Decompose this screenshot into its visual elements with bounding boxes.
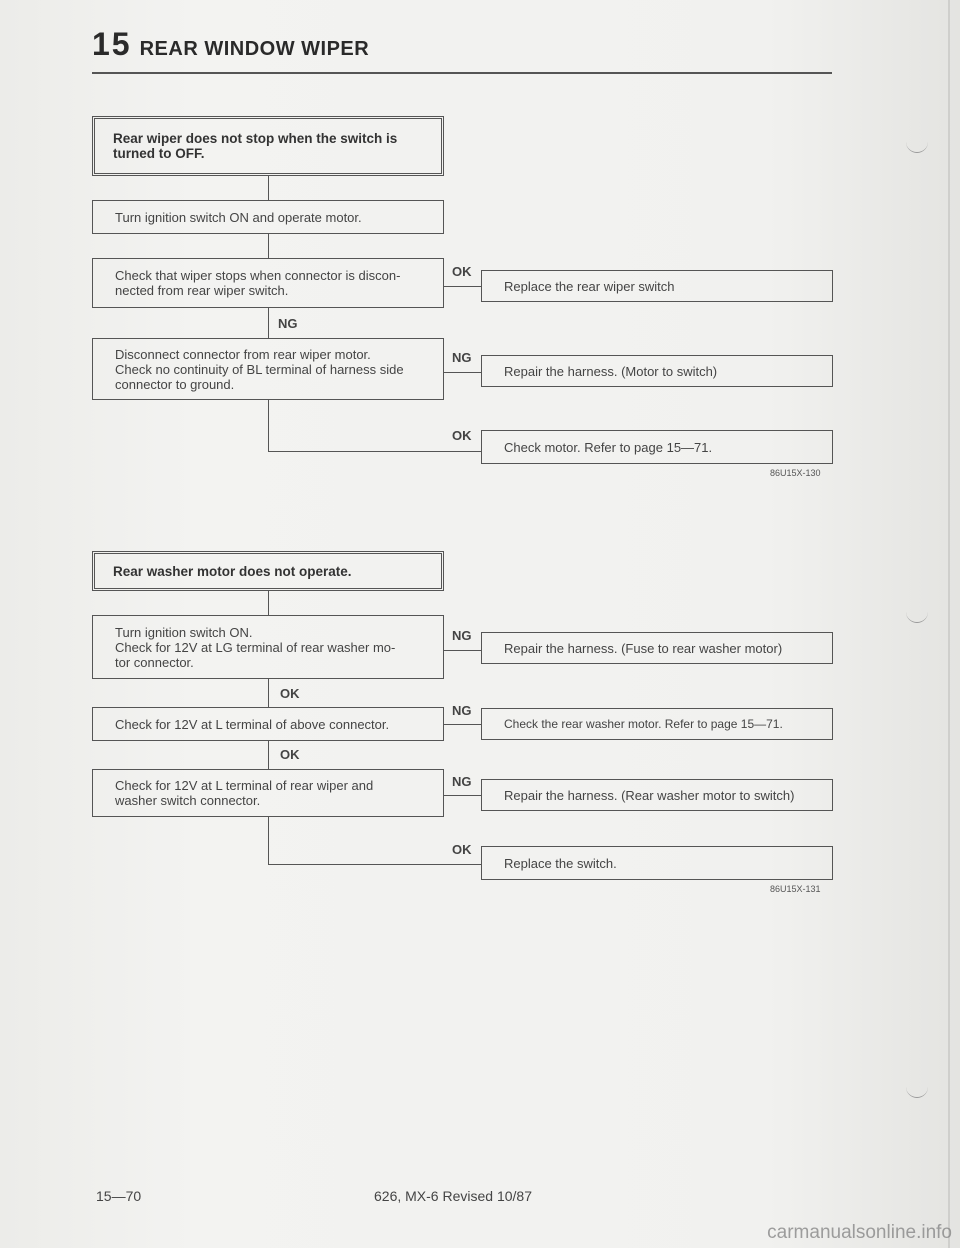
chart2-step2-box xyxy=(92,707,444,741)
chart2-step1-text: Turn ignition switch ON. Check for 12V at LG terminal of rear washer mo- tor connector. xyxy=(115,624,396,670)
connector xyxy=(268,864,481,865)
edition-note: 626, MX-6 Revised 10/87 xyxy=(374,1188,532,1204)
chart2-figure-id: 86U15X-131 xyxy=(770,884,821,894)
connector xyxy=(268,234,269,258)
watermark: carmanualsonline.info xyxy=(767,1222,952,1243)
chart1-figure-id: 86U15X-130 xyxy=(770,468,821,478)
connector xyxy=(444,372,481,373)
chart1-final-box xyxy=(481,430,833,464)
chart1-title-box xyxy=(92,116,444,176)
chart1-step2-text: Check that wiper stops when connector is discon- nected from rear wiper switch. xyxy=(115,268,401,298)
connector xyxy=(268,400,269,451)
chart2-step3-text: Check for 12V at L terminal of rear wiper and washer switch connector. xyxy=(115,778,374,808)
chart1-final-text: Check motor. Refer to page 15—71. xyxy=(504,439,713,455)
chart2-result1-box xyxy=(481,632,833,664)
connector xyxy=(444,724,481,725)
chart2-final-box xyxy=(481,846,833,880)
margin-mark xyxy=(906,1085,928,1098)
margin-mark xyxy=(906,140,928,153)
chart1-step2-box xyxy=(92,258,444,308)
chart2-step1-ng-label: NG xyxy=(452,628,472,643)
chart2-step2-text: Check for 12V at L terminal of above connector. xyxy=(115,716,390,732)
chart1-step3-ng-label: NG xyxy=(452,350,472,365)
chart2-step1-ok-label: OK xyxy=(280,686,300,701)
chart2-title-box xyxy=(92,551,444,591)
connector xyxy=(268,451,481,452)
section-header xyxy=(92,26,369,63)
section-number: 15 xyxy=(92,26,132,62)
connector xyxy=(268,176,269,200)
chart2-result3-box xyxy=(481,779,833,811)
section-title: REAR WINDOW WIPER xyxy=(139,38,370,60)
chart2-step1-box xyxy=(92,615,444,679)
chart1-step1-box xyxy=(92,200,444,234)
chart1-step3-box xyxy=(92,338,444,400)
connector xyxy=(268,679,269,707)
connector xyxy=(444,795,481,796)
chart1-result3-box xyxy=(481,355,833,387)
connector xyxy=(268,591,269,615)
chart1-title: Rear wiper does not stop when the switch is turned to OFF. xyxy=(113,131,398,161)
chart1-final-ok-label: OK xyxy=(452,428,472,443)
margin-mark xyxy=(906,610,928,623)
chart2-result2-text: Check the rear washer motor. Refer to page 15—71. xyxy=(504,716,783,731)
page-number: 15—70 xyxy=(96,1188,142,1204)
page-edge xyxy=(948,0,950,1248)
chart2-final-ok-label: OK xyxy=(452,842,472,857)
connector xyxy=(268,308,269,338)
chart2-result2-box xyxy=(481,708,833,740)
chart2-step2-ok-label: OK xyxy=(280,747,300,762)
header-rule xyxy=(92,72,832,74)
chart1-step2-ng-label: NG xyxy=(278,316,298,331)
chart1-step1-text: Turn ignition switch ON and operate motor. xyxy=(115,209,362,225)
chart1-step2-ok-label: OK xyxy=(452,264,472,279)
chart2-step3-ng-label: NG xyxy=(452,774,472,789)
chart2-step2-ng-label: NG xyxy=(452,703,472,718)
chart1-result2-text: Replace the rear wiper switch xyxy=(504,278,675,294)
connector xyxy=(444,650,481,651)
chart2-title: Rear washer motor does not operate. xyxy=(113,563,352,579)
chart2-step3-box xyxy=(92,769,444,817)
connector xyxy=(268,817,269,864)
chart1-result3-text: Repair the harness. (Motor to switch) xyxy=(504,363,718,379)
chart1-step3-text: Disconnect connector from rear wiper motor. Check no continuity of BL terminal of harness side connector to ground. xyxy=(115,346,404,392)
chart1-result2-box xyxy=(481,270,833,302)
connector xyxy=(444,286,481,287)
chart2-final-text: Replace the switch. xyxy=(504,855,617,871)
chart2-result1-text: Repair the harness. (Fuse to rear washer motor) xyxy=(504,640,783,656)
connector xyxy=(268,741,269,769)
chart2-result3-text: Repair the harness. (Rear washer motor to switch) xyxy=(504,787,795,803)
